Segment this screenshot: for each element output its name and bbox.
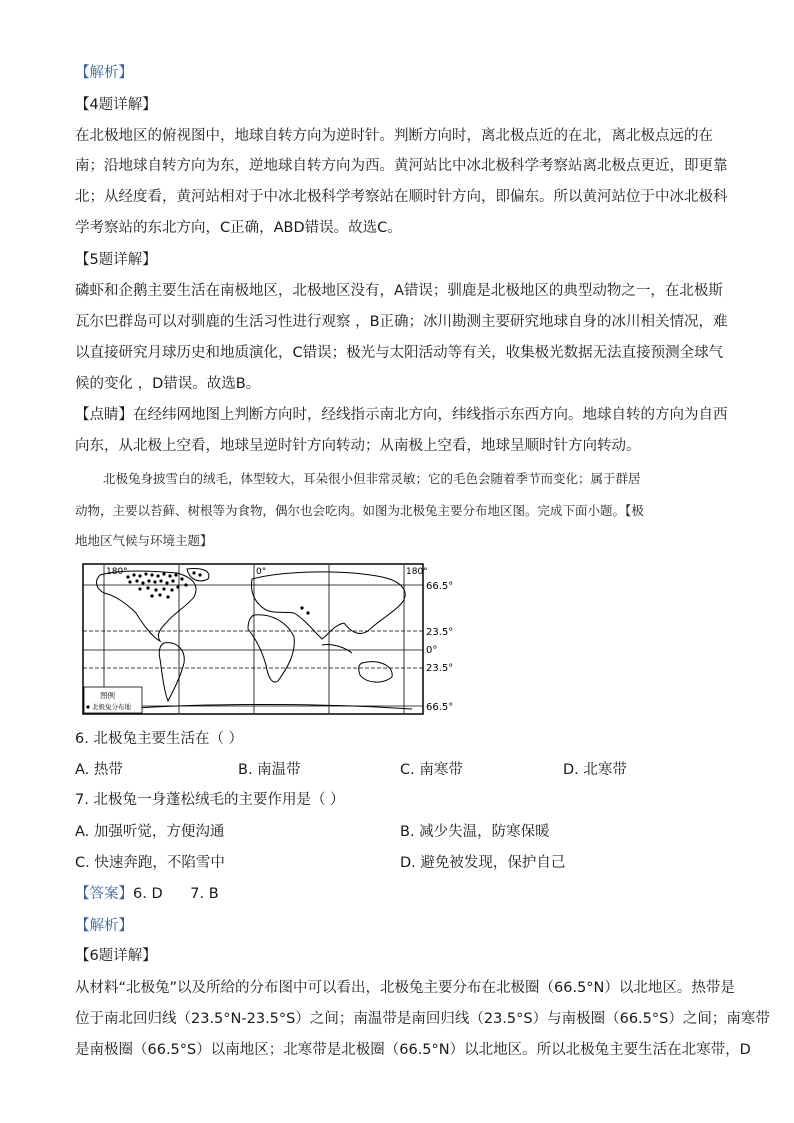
option-a: A. 热带	[75, 762, 123, 778]
option-d: D. 北寒带	[563, 762, 627, 778]
option-b: B. 南温带	[238, 762, 301, 778]
answer-values: 6. D 7. B	[133, 886, 219, 902]
option-d: D. 避免被发现，保护自己	[400, 855, 566, 871]
passage-line: 动物，主要以苔藓、树根等为食物，偶尔也会吃肉。如图为北极兔主要分布地区图。完成下面小题。【极	[75, 503, 644, 518]
answer-label: 【答案】	[75, 886, 133, 902]
q6-heading: 【6题详解】	[75, 948, 157, 964]
arctic-hare-distribution-map	[82, 563, 462, 717]
lon-label: 180°	[406, 567, 428, 577]
lat-label: 66.5°	[426, 702, 454, 713]
option-b: B. 减少失温，防寒保暖	[400, 824, 550, 840]
question-7: 7. 北极兔一身蓬松绒毛的主要作用是（ ）	[75, 792, 345, 808]
text-line: 学考察站的东北方向，C正确，ABD错误。故选C。	[75, 220, 402, 236]
option-c: C. 快速奔跑，不陷雪中	[75, 855, 225, 871]
text-line: 北；从经度看，黄河站相对于中冰北极科学考察站在顺时针方向，即偏东。所以黄河站位于中冰北极科	[75, 189, 728, 205]
option-a: A. 加强听觉，方便沟通	[75, 824, 225, 840]
lon-label: 0°	[256, 567, 267, 577]
q5-heading: 【5题详解】	[75, 252, 157, 268]
passage-line: 地地区气候与环境主题】	[75, 533, 213, 548]
text-line: 瓦尔巴群岛可以对驯鹿的生活习性进行观察 ，B正确；冰川勘测主要研究地球自身的冰川相关情况，难	[75, 314, 728, 330]
question-6: 6. 北极兔主要生活在（ ）	[75, 731, 244, 747]
tip-line: 【点睛】在经纬网地图上判断方向时，经线指示南北方向，纬线指示东西方向。地球自转的方向为自西	[75, 407, 728, 423]
legend-item: 北极兔分布地	[92, 703, 131, 711]
answer-line	[75, 884, 219, 904]
text-line: 是南极圈（66.5°S）以南地区；北寒带是北极圈（66.5°N）以北地区。所以北极兔主要生活在北寒带，D	[75, 1042, 751, 1058]
text-line: 以直接研究月球历史和地质演化，C错误；极光与太阳活动等有关，收集极光数据无法直接预测全球气	[75, 345, 724, 361]
text-line: 向东，从北极上空看，地球呈逆时针方向转动；从南极上空看，地球呈顺时针方向转动。	[75, 438, 641, 454]
q4-heading: 【4题详解】	[75, 97, 157, 113]
analysis-heading: 【解析】	[75, 918, 133, 934]
text-line: 磷虾和企鹅主要生活在南极地区，北极地区没有，A错误；驯鹿是北极地区的典型动物之一，在北极斯	[75, 283, 723, 299]
lat-label: 23.5°	[426, 663, 454, 674]
lat-label: 66.5°	[426, 581, 454, 592]
lat-label: 23.5°	[426, 627, 454, 638]
legend-title: 图例	[100, 691, 115, 700]
passage-line: 北极兔身披雪白的绒毛，体型较大，耳朵很小但非常灵敏；它的毛色会随着季节而变化；属于群居	[103, 471, 641, 486]
lat-label: 0°	[426, 645, 438, 656]
analysis-heading: 【解析】	[75, 65, 133, 81]
text-line: 位于南北回归线（23.5°N-23.5°S）之间；南温带是南回归线（23.5°S）与南极圈（66.5°S）之间；南寒带	[75, 1011, 770, 1027]
text-line: 在北极地区的俯视图中，地球自转方向为逆时针。判断方向时，离北极点近的在北，离北极点远的在	[75, 128, 713, 144]
text-line: 南；沿地球自转方向为东，逆地球自转方向为西。黄河站比中冰北极科学考察站离北极点更近，即更靠	[75, 158, 728, 174]
lon-label: 180°	[106, 567, 128, 577]
text-line: 从材料“北极兔”以及所给的分布图中可以看出，北极兔主要分布在北极圈（66.5°N）以北地区。热带是	[75, 980, 735, 996]
text-line: 候的变化 ，D错误。故选B。	[75, 376, 261, 392]
option-c: C. 南寒带	[400, 762, 463, 778]
